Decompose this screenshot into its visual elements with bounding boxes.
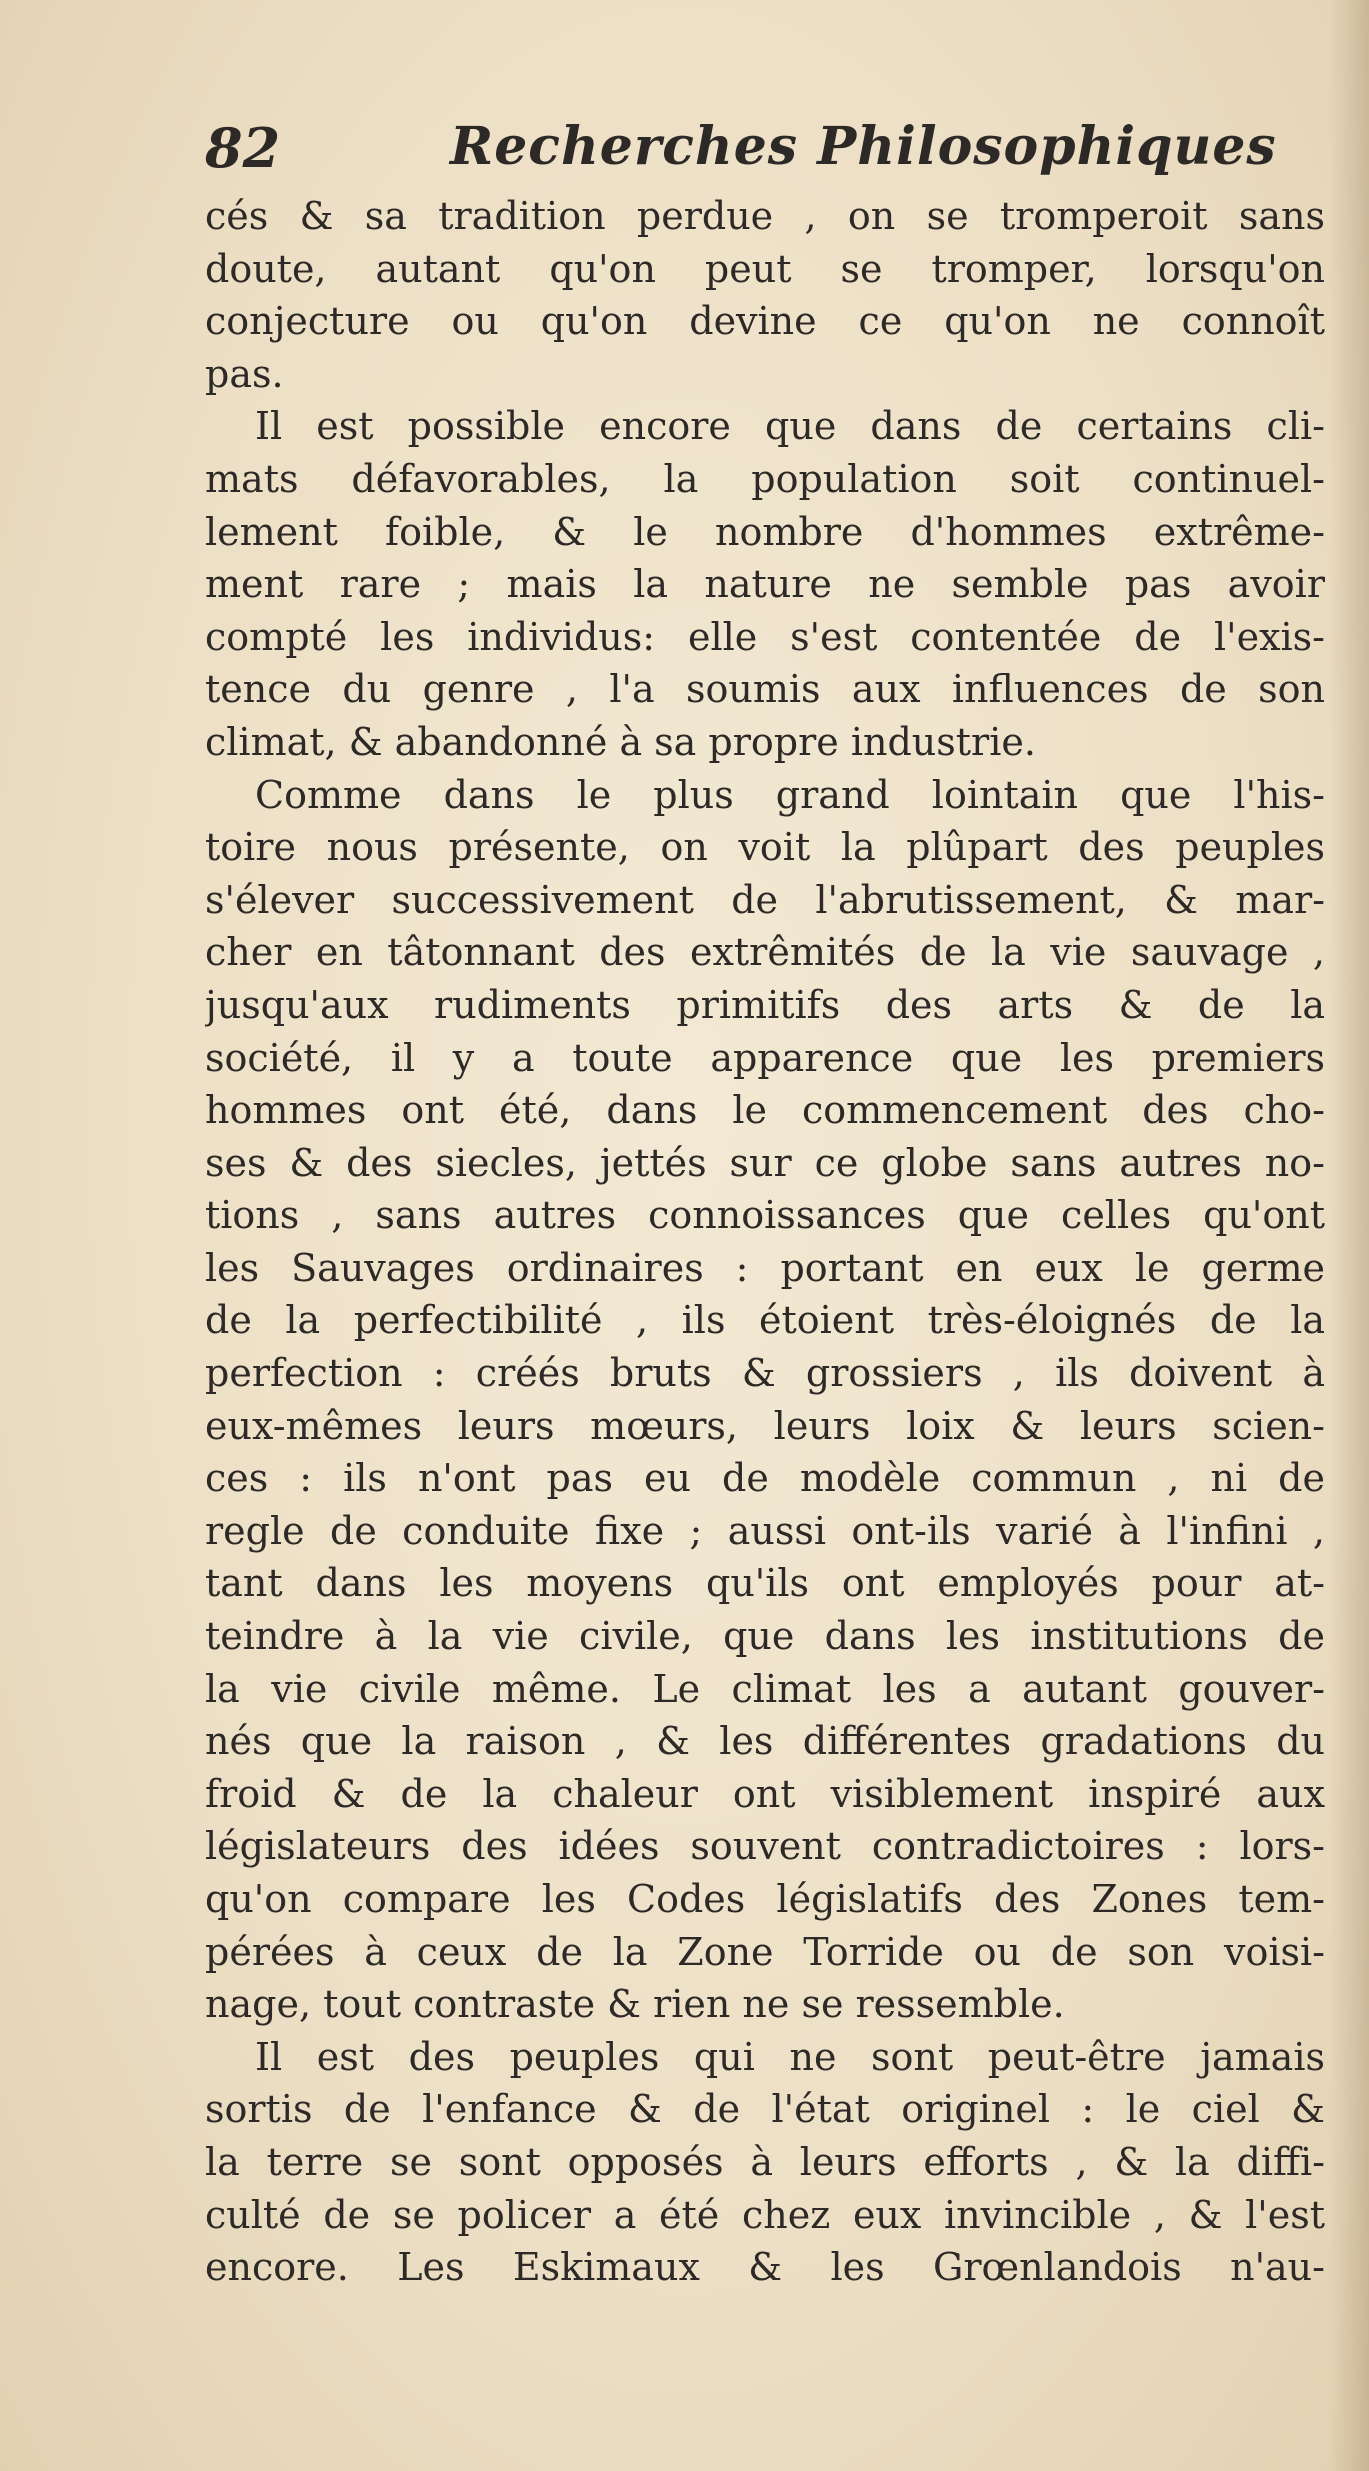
text-line: lement foible, & le nombre d'hommes extrême-	[205, 509, 1325, 554]
running-title: Recherches Philosophiques	[450, 116, 1277, 177]
text-line: jusqu'aux rudiments primitifs des arts & de la	[205, 982, 1325, 1027]
text-line: Il est possible encore que dans de certains cli-	[255, 404, 1325, 449]
text-line: ces : ils n'ont pas eu de modèle commun , ni de	[205, 1456, 1325, 1501]
page-number: 82	[205, 116, 281, 180]
text-line: tence du genre , l'a soumis aux influences de son	[205, 667, 1325, 712]
text-line: compté les individus: elle s'est contentée de l'exis-	[205, 614, 1325, 659]
text-line: pas.	[205, 351, 284, 396]
text-line: société, il y a toute apparence que les premiers	[205, 1035, 1325, 1080]
text-line: de la perfectibilité , ils étoient très-éloignés de la	[205, 1298, 1325, 1343]
body-text	[205, 190, 1325, 2294]
text-line: perfection : créés bruts & grossiers , ils doivent à	[205, 1351, 1325, 1396]
text-line: doute, autant qu'on peut se tromper, lorsqu'on	[205, 246, 1325, 291]
text-line: cés & sa tradition perdue , on se tromperoit sans	[205, 194, 1325, 238]
page-gutter-shadow	[1329, 0, 1369, 2471]
text-line: cher en tâtonnant des extrêmités de la vie sauvage ,	[205, 930, 1325, 975]
text-line: sortis de l'enfance & de l'état originel : le ciel &	[205, 2087, 1325, 2132]
text-line: la terre se sont opposés à leurs efforts , & la diffi-	[205, 2139, 1325, 2184]
text-line: nés que la raison , & les différentes gradations du	[205, 1719, 1325, 1764]
text-line: culté de se policer a été chez eux invincible , & l'est	[205, 2192, 1325, 2237]
text-line: tions , sans autres connoissances que celles qu'ont	[205, 1193, 1325, 1238]
text-line: encore. Les Eskimaux & les Grœnlandois n'au-	[205, 2245, 1325, 2290]
text-line: la vie civile même. Le climat les a autant gouver-	[205, 1666, 1325, 1711]
text-line: les Sauvages ordinaires : portant en eux le germe	[205, 1245, 1325, 1290]
text-line: ment rare ; mais la nature ne semble pas avoir	[205, 562, 1325, 607]
text-line: regle de conduite fixe ; aussi ont-ils varié à l'infini ,	[205, 1508, 1325, 1553]
text-line: toire nous présente, on voit la plûpart des peuples	[205, 825, 1325, 870]
text-line: Comme dans le plus grand lointain que l'his-	[255, 772, 1325, 817]
text-line: pérées à ceux de la Zone Torride ou de son voisi-	[205, 1929, 1325, 1974]
text-line: Il est des peuples qui ne sont peut-être jamais	[255, 2034, 1325, 2079]
text-line: teindre à la vie civile, que dans les institutions de	[205, 1614, 1325, 1659]
text-line: hommes ont été, dans le commencement des cho-	[205, 1088, 1325, 1133]
text-line: conjecture ou qu'on devine ce qu'on ne connoît	[205, 299, 1325, 344]
text-line: froid & de la chaleur ont visiblement inspiré aux	[205, 1771, 1325, 1816]
text-line: législateurs des idées souvent contradictoires : lors-	[205, 1824, 1325, 1869]
text-line: mats défavorables, la population soit continuel-	[205, 456, 1325, 501]
text-line: tant dans les moyens qu'ils ont employés pour at-	[205, 1561, 1325, 1606]
text-line: s'élever successivement de l'abrutissement, & mar-	[205, 877, 1325, 922]
text-line: qu'on compare les Codes législatifs des Zones tem-	[205, 1877, 1325, 1921]
page-header	[205, 116, 1325, 186]
text-line: ses & des siecles, jettés sur ce globe sans autres no-	[205, 1140, 1325, 1185]
text-line: climat, & abandonné à sa propre industrie.	[205, 719, 1036, 764]
text-line: eux-mêmes leurs mœurs, leurs loix & leurs scien-	[205, 1403, 1325, 1448]
text-line: nage, tout contraste & rien ne se ressemble.	[205, 1982, 1065, 2027]
